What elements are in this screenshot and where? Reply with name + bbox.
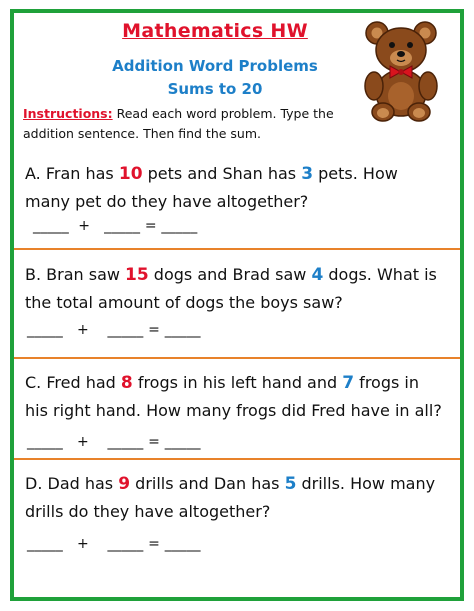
page-subtitle-sums: Sums to 20 xyxy=(167,80,263,98)
problem-text: frogs in his right hand. How many frogs did Fred have in all? xyxy=(25,373,442,420)
teddy-bear-icon xyxy=(360,20,442,122)
problem-text: B. Bran saw xyxy=(25,265,126,284)
page-title: Mathematics HW xyxy=(122,20,308,42)
answer-line-b[interactable]: _____ + _____ = _____ xyxy=(27,322,201,338)
problem-text: A. Fran has xyxy=(25,164,119,183)
first-number: 15 xyxy=(125,265,149,285)
problem-text: dogs and Brad saw xyxy=(148,265,312,284)
problem-text: C. Fred had xyxy=(25,373,121,392)
second-number: 7 xyxy=(342,373,355,393)
problem-text: drills and Dan has xyxy=(130,474,285,493)
problem-text: pets. How many pet do they have altogether? xyxy=(25,164,398,211)
problem-b xyxy=(25,261,445,316)
second-number: 3 xyxy=(301,164,314,184)
instructions-label: Instructions: xyxy=(23,106,113,121)
second-number: 4 xyxy=(311,265,324,285)
problem-c xyxy=(25,369,445,424)
problem-text: frogs in his left hand and xyxy=(132,373,343,392)
divider xyxy=(14,357,460,359)
page-subtitle: Addition Word Problems xyxy=(112,57,318,75)
divider xyxy=(14,248,460,250)
answer-line-c[interactable]: _____ + _____ = _____ xyxy=(27,434,201,450)
first-number: 9 xyxy=(118,474,131,494)
divider xyxy=(14,458,460,460)
instructions xyxy=(23,104,353,144)
problem-text: D. Dad has xyxy=(25,474,119,493)
problem-text: pets and Shan has xyxy=(142,164,302,183)
second-number: 5 xyxy=(284,474,297,494)
answer-line-a[interactable]: _____ + _____ = _____ xyxy=(33,218,198,234)
instructions-text: Read each word problem. Type the addition sentence. Then find the sum. xyxy=(23,106,334,141)
first-number: 10 xyxy=(118,164,143,184)
problem-text: drills. How many drills do they have altogether? xyxy=(25,474,436,521)
problem-a xyxy=(25,160,445,215)
problem-text: dogs. What is the total amount of dogs the boys saw? xyxy=(25,265,437,312)
problem-d xyxy=(25,470,445,525)
first-number: 8 xyxy=(120,373,133,393)
answer-line-d[interactable]: _____ + _____ = _____ xyxy=(27,536,201,552)
